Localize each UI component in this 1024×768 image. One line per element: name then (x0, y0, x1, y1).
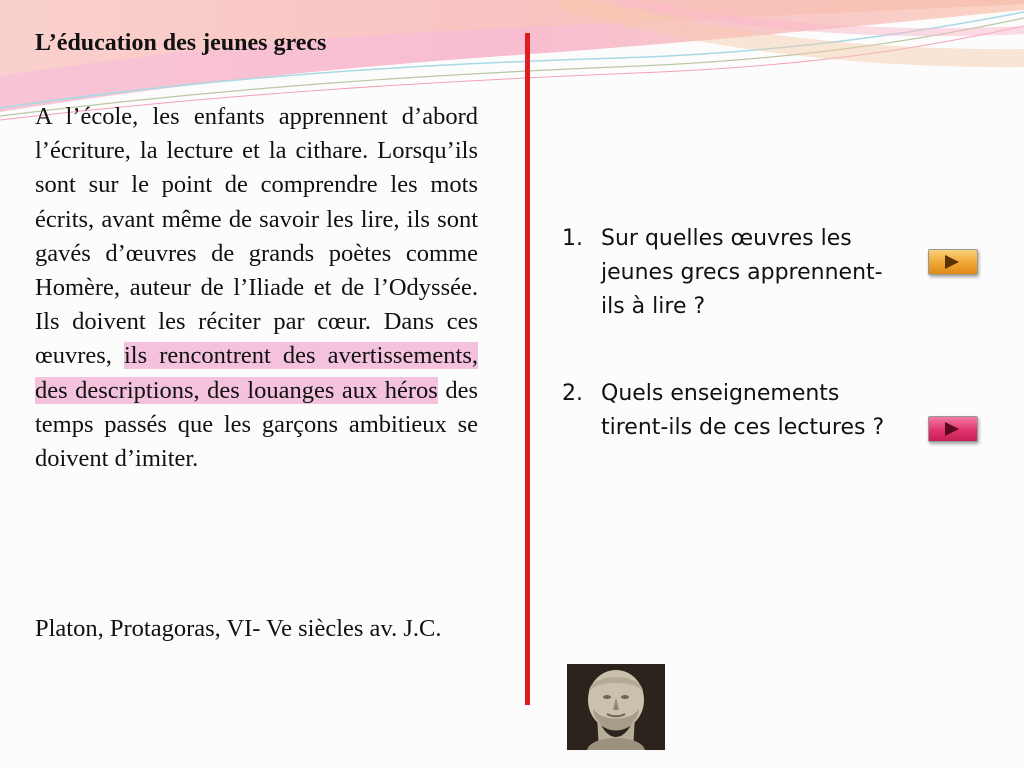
homer-bust-image (567, 664, 665, 750)
question-2-number: 2. (562, 381, 583, 406)
highlighted-passage: ils rencontrent des avertissements, des descriptions, des louanges aux héros (35, 342, 478, 404)
question-2-text: Quels enseignements tirent-ils de ces lectures ? (601, 381, 885, 440)
source-citation: Platon, Protagoras, VI- Ve siècles av. J.C. (35, 615, 442, 642)
play-icon (945, 255, 959, 269)
question-1 (562, 222, 902, 324)
question-2 (562, 377, 902, 445)
question-1-number: 1. (562, 226, 583, 251)
question-1-text: Sur quelles œuvres les jeunes grecs apprennent-ils à lire ? (601, 226, 883, 319)
vertical-divider (525, 33, 530, 705)
question-list (562, 222, 902, 445)
question-2-play-button[interactable] (928, 416, 978, 442)
play-icon (945, 422, 959, 436)
passage-text (35, 100, 478, 476)
homer-bust-drawing (567, 664, 665, 750)
slide-title: L’éducation des jeunes grecs (35, 30, 327, 56)
question-1-play-button[interactable] (928, 249, 978, 275)
passage-text-start: A l’école, les enfants apprennent d’abord l’écriture, la lecture et la cithare. Lorsqu’ils sont sur le point de comprendre les mots écrits, avant même de savoir les lire, ils sont gavés d’œuvres de grands poètes comme Homère, auteur de l’Iliade et de l’Odyssée. Ils doivent les réciter par cœur. Dans ces œuvres, (35, 103, 478, 370)
passage-text-end: des temps passés que les garçons ambitieux se doivent d’imiter. (35, 376, 478, 473)
